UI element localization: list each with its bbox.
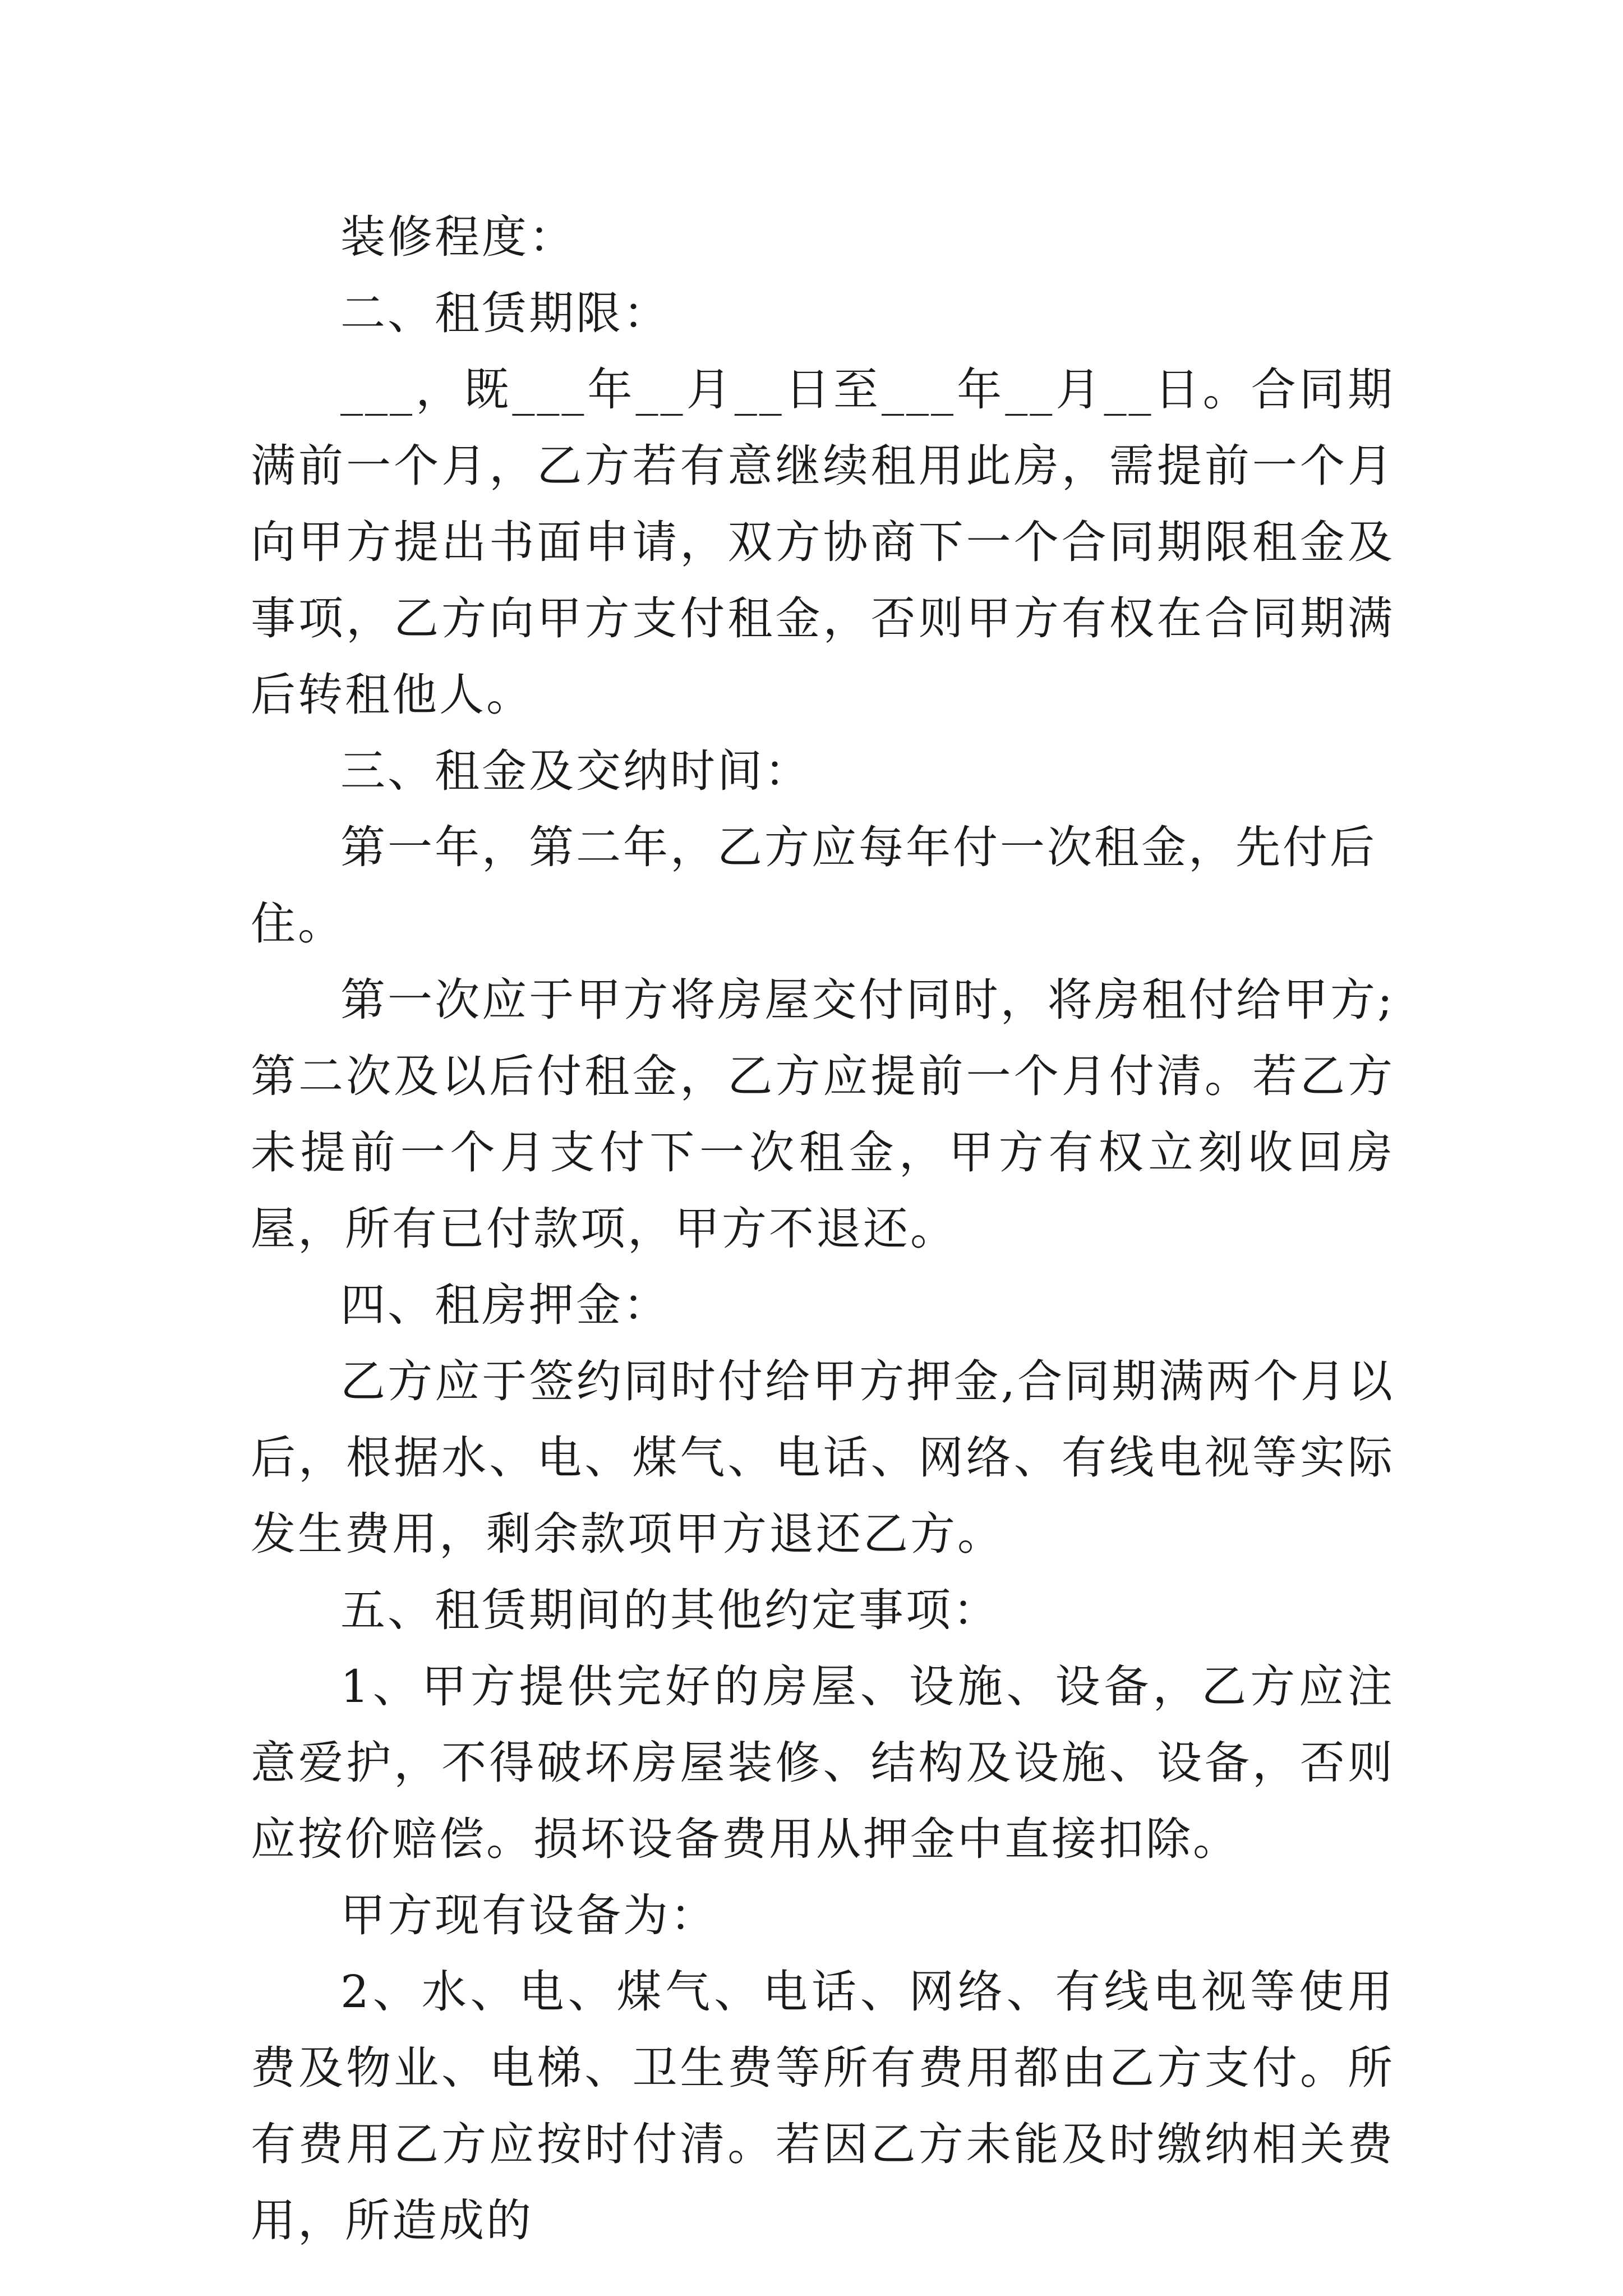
paragraph-term-2: 2、水、电、煤气、电话、网络、有线电视等使用费及物业、电梯、卫生费等所有费用都由乙方支付。所有费用乙方应按时付清。若因乙方未能及时缴纳相关费用，所造成的 (251, 1966, 1395, 2247)
paragraph-term-1: 1、甲方提供完好的房屋、设施、设备，乙方应注意爱护，不得破坏房屋装修、结构及设施、设备，否则应按价赔偿。损坏设备费用从押金中直接扣除。 (251, 1660, 1395, 1865)
paragraph-decoration-level: 装修程度： (340, 211, 576, 263)
paragraph-rent-schedule: 第一年，第二年，乙方应每年付一次租金，先付后住。 (251, 821, 1377, 950)
paragraph-rent-payment-terms: 第一次应于甲方将房屋交付同时，将房租付给甲方;第二次及以后付租金，乙方应提前一个月付清。若乙方未提前一个月支付下一次租金，甲方有权立刻收回房屋，所有已付款项，甲方不退还。 (251, 974, 1395, 1255)
heading-deposit: 四、租房押金： (340, 1279, 670, 1331)
document-body (251, 199, 1395, 2259)
paragraph-deposit: 乙方应于签约同时付给甲方押金,合同期满两个月以后，根据水、电、煤气、电话、网络、有线电视等实际发生费用，剩余款项甲方退还乙方。 (251, 1355, 1395, 1560)
paragraph-equipment: 甲方现有设备为： (340, 1889, 717, 1941)
paragraph-lease-term: ___，既___年__月__日至___年__月__日。合同期满前一个月，乙方若有意继续租用此房，需提前一个月向甲方提出书面申请，双方协商下一个合同期限租金及事项，乙方向甲方支付租金，否则甲方有权在合同期满后转租他人。 (251, 364, 1395, 721)
heading-other-terms: 五、租赁期间的其他约定事项： (340, 1584, 1000, 1636)
heading-rent-payment: 三、租金及交纳时间： (340, 745, 811, 797)
heading-lease-term: 二、租赁期限： (340, 287, 670, 339)
